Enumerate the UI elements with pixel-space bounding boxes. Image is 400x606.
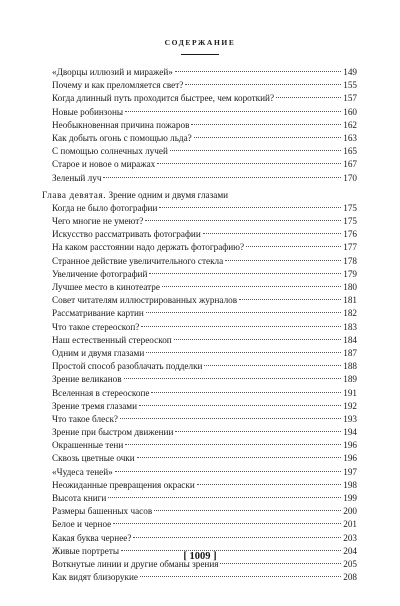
dot-leader (120, 418, 341, 419)
dot-leader (204, 365, 341, 366)
toc-entry-title: Совет читателям иллюстрированных журналов (52, 295, 238, 306)
toc-entry-title: Какая буква чернее? (52, 532, 132, 543)
toc-entry-title: Странное действие увеличительного стекла (52, 255, 224, 266)
dot-leader (175, 431, 341, 432)
toc-entry (42, 241, 357, 254)
toc-entry-page: 205 (343, 558, 357, 569)
dot-leader (139, 405, 341, 406)
toc-entry-page: 177 (343, 242, 357, 253)
toc-entry (42, 373, 357, 386)
toc-entry-page: 157 (343, 93, 357, 104)
toc-entry-page: 163 (343, 132, 357, 143)
toc-entry (42, 505, 357, 518)
dot-leader (191, 124, 341, 125)
toc-entry-title: Искусство рассматривать фотографии (52, 229, 201, 240)
toc-entry-title: Размеры башенных часов (52, 506, 153, 517)
dot-leader (159, 207, 341, 208)
toc-entry (42, 145, 357, 158)
toc-entry (42, 426, 357, 439)
dot-leader (225, 260, 341, 261)
toc-entry-page: 192 (343, 400, 357, 411)
dot-leader (115, 471, 341, 472)
chapter-title: Зрение одним и двумя глазами (108, 189, 229, 200)
toc-entry-title: Рассматривание картин (52, 308, 144, 319)
toc-entry-page: 203 (343, 532, 357, 543)
toc-entry (42, 132, 357, 145)
dot-leader (203, 233, 341, 234)
toc-entry-page: 175 (343, 216, 357, 227)
toc-entry-page: 178 (343, 255, 357, 266)
toc-entry-title: Почему и как преломляется свет? (52, 80, 184, 91)
toc-entry (42, 347, 357, 360)
toc-entry-page: 196 (343, 440, 357, 451)
toc-entry-title: Зеленый луч (52, 172, 102, 183)
dot-leader (276, 97, 341, 98)
toc-entry (42, 255, 357, 268)
toc-entry (42, 532, 357, 545)
toc-entry-title: Неожиданные превращения окраски (52, 479, 195, 490)
toc-entry (42, 294, 357, 307)
toc-entry-title: «Дворцы иллюзий и миражей» (52, 67, 173, 77)
dot-leader (125, 111, 341, 112)
toc-entry (42, 479, 357, 492)
toc-entry-title: Окрашенные тени (52, 440, 124, 451)
toc-entry-title: Лучшее место в кинотеатре (52, 282, 160, 292)
dot-leader (197, 484, 341, 485)
toc-entry-title: Зрение тремя глазами (52, 400, 138, 411)
toc-entry (42, 172, 357, 185)
toc-entry-title: С помощью солнечных лучей (52, 146, 168, 157)
dot-leader (113, 523, 341, 524)
toc-entry (42, 202, 357, 215)
toc-entry-title: На каком расстоянии надо держать фотографию? (52, 242, 245, 253)
toc-entry-page: 165 (343, 146, 357, 157)
toc-entry-page: 182 (343, 308, 357, 319)
toc-entry-page: 197 (343, 466, 357, 477)
toc-entry-page: 187 (343, 347, 357, 358)
dot-leader (194, 137, 341, 138)
dot-leader (146, 352, 341, 353)
toc-entry-page: 183 (343, 321, 357, 332)
toc-entry (42, 106, 357, 119)
toc-entry-title: Что такое стереоскоп? (52, 321, 140, 332)
toc-entry-page: 160 (343, 106, 357, 117)
toc-entry (42, 334, 357, 347)
toc-entry-title: Чего многие не умеют? (52, 216, 144, 227)
toc-entry (42, 268, 357, 281)
toc-entry (42, 413, 357, 426)
dot-leader (137, 457, 342, 458)
toc-entry-page: 167 (343, 159, 357, 170)
toc-entry-page: 170 (343, 172, 357, 183)
toc-entry-title: Высота книги (52, 493, 107, 503)
dot-leader (151, 392, 341, 393)
dot-leader (185, 84, 341, 85)
dot-leader (125, 444, 341, 445)
toc-entry-page: 191 (343, 387, 357, 398)
dot-leader (220, 563, 341, 564)
toc-entry-title: Белое и черное (52, 519, 112, 530)
toc-entry-page: 198 (343, 479, 357, 490)
toc-entry (42, 360, 357, 373)
toc-entry-page: 176 (343, 229, 357, 240)
toc-entry-title: Зрение великанов (52, 374, 122, 385)
toc-entry-title: Когда не было фотографии (52, 202, 158, 213)
chapter-heading (42, 189, 357, 202)
toc-entry-title: Необыкновенная причина пожаров (52, 119, 190, 130)
toc-entry-page: 180 (343, 282, 357, 292)
toc-entry-page: 188 (343, 361, 357, 372)
toc-entry (42, 321, 357, 334)
dot-leader (141, 326, 341, 327)
toc-entry-page: 204 (343, 545, 357, 556)
toc-entry-title: Увеличение фотографий (52, 268, 148, 279)
table-of-contents (42, 66, 357, 584)
dot-leader (162, 286, 341, 287)
dot-leader (103, 177, 341, 178)
toc-entry-title: Зрение при быстром движении (52, 427, 174, 438)
page-header-title: СОДЕРЖАНИЕ (164, 38, 236, 47)
dot-leader (175, 71, 341, 72)
toc-entry-page: 193 (343, 413, 357, 424)
toc-entry-page: 199 (343, 493, 357, 503)
toc-entry-page: 196 (343, 453, 357, 464)
toc-entry-title: Сквозь цветные очки (52, 453, 135, 464)
toc-entry-title: Когда длинный путь проходится быстрее, чем короткий? (52, 93, 275, 104)
toc-entry-page: 179 (343, 268, 357, 279)
toc-entry-page: 155 (343, 80, 357, 91)
toc-entry-title: Вселенная в стереоскопе (52, 387, 150, 398)
toc-entry (42, 79, 357, 92)
toc-entry-page: 194 (343, 427, 357, 438)
toc-entry-page: 175 (343, 202, 357, 213)
dot-leader (246, 246, 341, 247)
toc-entry-page: 181 (343, 295, 357, 306)
toc-entry-title: Что такое блеск? (52, 413, 118, 424)
dot-leader (239, 299, 341, 300)
toc-entry (42, 387, 357, 400)
toc-section-two (42, 202, 357, 584)
toc-entry (42, 228, 357, 241)
toc-entry (42, 119, 357, 132)
chapter-label: Глава девятая. (42, 189, 107, 200)
toc-entry (42, 466, 357, 479)
toc-entry (42, 571, 357, 584)
toc-entry-title: Воткнутые линии и другие обманы зрения (52, 558, 219, 569)
toc-entry-title: Живые портреты (52, 545, 120, 556)
dot-leader (154, 510, 341, 511)
header-divider (181, 54, 219, 55)
toc-entry-page: 189 (343, 374, 357, 385)
toc-entry-title: Как добыть огонь с помощью льда? (52, 132, 192, 143)
toc-entry-title: Одним и двумя глазами (52, 347, 145, 358)
toc-entry (42, 400, 357, 413)
toc-entry-title: Новые робинзоны (52, 106, 124, 117)
toc-entry-title: «Чудеса теней» (52, 466, 113, 477)
dot-leader (146, 312, 341, 313)
toc-entry (42, 158, 357, 171)
toc-entry (42, 452, 357, 465)
dot-leader (170, 150, 341, 151)
toc-entry (42, 439, 357, 452)
toc-entry-page: 162 (343, 119, 357, 130)
dot-leader (124, 378, 342, 379)
toc-entry-title: Старое и новое о миражах (52, 159, 156, 170)
toc-entry-title: Наш естественный стереоскоп (52, 334, 172, 345)
toc-entry (42, 492, 357, 505)
toc-entry (42, 66, 357, 79)
toc-entry-page: 200 (343, 506, 357, 517)
dot-leader (133, 537, 341, 538)
toc-entry (42, 92, 357, 105)
toc-entry-page: 201 (343, 519, 357, 530)
dot-leader (145, 220, 341, 221)
toc-section-one (42, 66, 357, 185)
toc-entry-page: 208 (343, 572, 357, 583)
toc-entry (42, 518, 357, 531)
dot-leader (108, 497, 341, 498)
toc-entry-page: 184 (343, 334, 357, 345)
dot-leader (174, 339, 342, 340)
toc-entry (42, 281, 357, 294)
dot-leader (149, 273, 341, 274)
dot-leader (140, 576, 341, 577)
toc-entry-title: Как видят близорукие (52, 572, 138, 583)
dot-leader (157, 163, 341, 164)
toc-entry-page: 149 (343, 67, 357, 77)
toc-entry-title: Простой способ разоблачать подделки (52, 361, 203, 372)
toc-entry (42, 215, 357, 228)
toc-entry (42, 307, 357, 320)
page-number: [ 1009 ] (183, 551, 217, 562)
